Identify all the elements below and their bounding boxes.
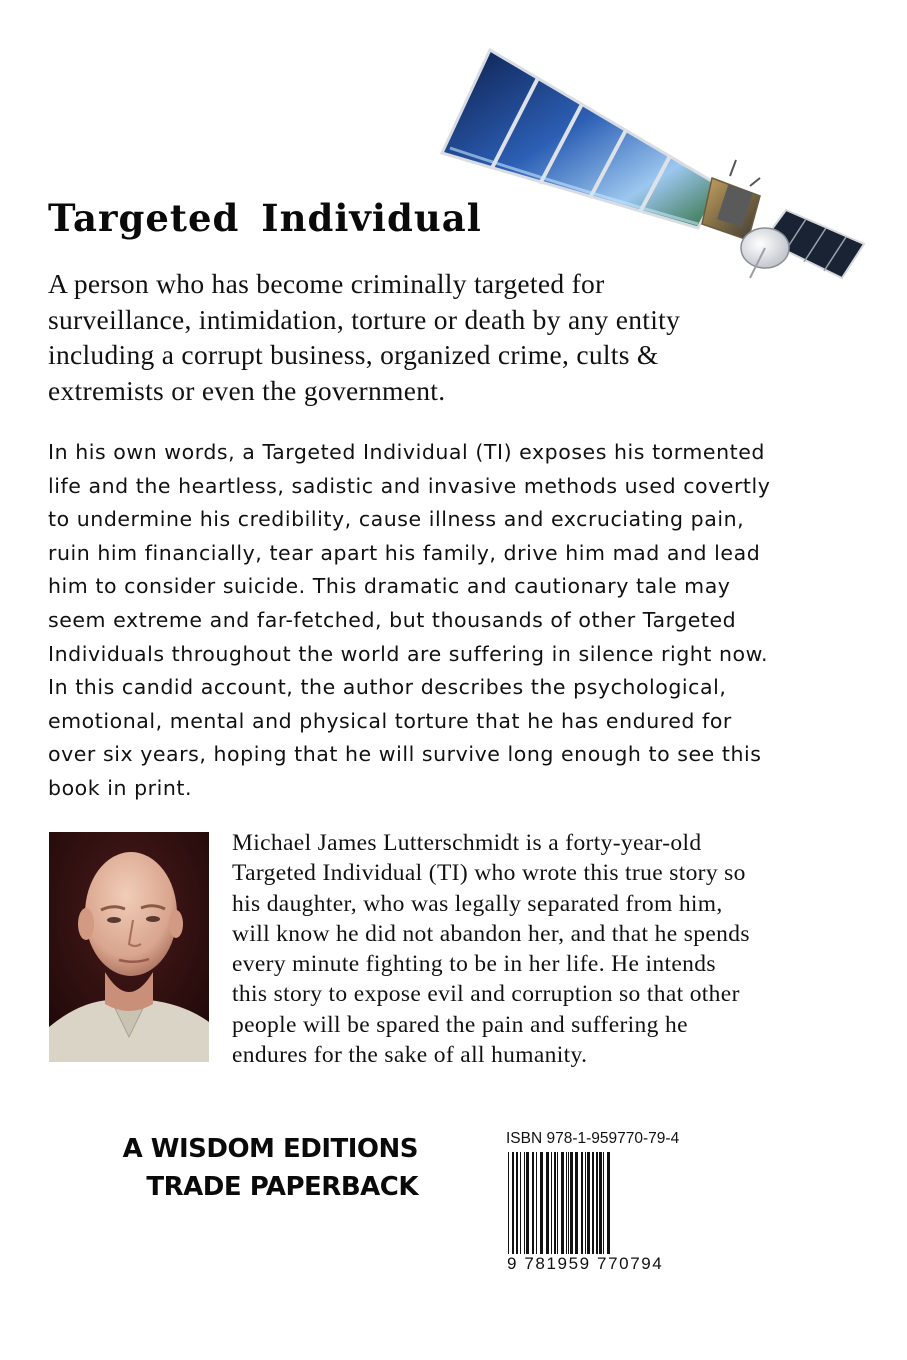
description-line: life and the heartless, sadistic and invasive methods used covertly (48, 473, 771, 498)
barcode-bar (532, 1152, 534, 1256)
bio-line: this story to expose evil and corruption so that other (232, 981, 740, 1008)
barcode-bar (561, 1152, 564, 1270)
barcode-bar (599, 1152, 602, 1256)
publisher-imprint (118, 1130, 418, 1206)
definition-line: surveillance, intimidation, torture or death by any entity (48, 303, 681, 335)
bio-line: Michael James Lutterschmidt is a forty-year-old (232, 830, 702, 856)
barcode-bar (581, 1152, 583, 1256)
description-paragraph (48, 436, 868, 806)
description-line: him to consider suicide. This dramatic and cautionary tale may (48, 574, 731, 599)
barcode-bar (575, 1152, 578, 1256)
book-title: Targeted Individual (48, 196, 482, 240)
description-line: Individuals throughout the world are suffering in silence right now. (48, 641, 769, 666)
definition-line: A person who has become criminally targeted for (48, 268, 605, 299)
description-line: book in print. (48, 775, 193, 800)
publisher-line: A WISDOM EDITIONS (122, 1134, 418, 1164)
barcode-bar (554, 1152, 556, 1256)
description-line: In his own words, a Targeted Individual (TI) exposes his tormented (48, 440, 765, 464)
barcode-digits: 9 781959 770794 (507, 1254, 664, 1273)
barcode-bar (524, 1152, 525, 1256)
bio-line: every minute fighting to be in her life. He intends (232, 951, 716, 978)
barcode-bar (570, 1152, 573, 1256)
barcode-bar (551, 1152, 552, 1256)
barcode-bar (607, 1152, 610, 1270)
author-bio (232, 828, 872, 1070)
barcode-bar (508, 1152, 509, 1270)
description-line: In this candid account, the author describes the psychological, (48, 675, 727, 700)
barcode-bar (587, 1152, 590, 1256)
isbn-block (500, 1130, 678, 1280)
bio-line: people will be spared the pain and suffering he (232, 1011, 688, 1038)
bio-line: his daughter, who was legally separated from him, (232, 890, 723, 917)
satellite-icon (430, 38, 870, 288)
bio-line: endures for the sake of all humanity. (232, 1042, 588, 1069)
barcode-bar (520, 1152, 521, 1256)
barcode-bar (540, 1152, 543, 1256)
bio-line: Targeted Individual (TI) who wrote this true story so (232, 860, 746, 887)
barcode-bar (585, 1152, 586, 1256)
barcode-bar (526, 1152, 529, 1256)
barcode-bar (566, 1152, 567, 1256)
barcode-bar (536, 1152, 537, 1256)
barcode-bar (516, 1152, 518, 1256)
author-portrait (49, 832, 209, 1062)
publisher-line: TRADE PAPERBACK (146, 1172, 418, 1202)
author-portrait-drawing (49, 832, 209, 1062)
definition-line: extremists or even the government. (48, 374, 446, 406)
barcode-bar (512, 1152, 514, 1270)
solar-panel-main (442, 50, 720, 228)
barcode-bar (557, 1152, 558, 1256)
barcode-bar (596, 1152, 598, 1256)
barcode-bar (546, 1152, 549, 1256)
definition-line: including a corrupt business, organized crime, cults & (48, 339, 659, 370)
description-line: to undermine his credibility, cause illness and excruciating pain, (48, 507, 745, 532)
barcode-bar (568, 1152, 569, 1256)
isbn-label: ISBN 978-1-959770-79-4 (506, 1130, 680, 1147)
bio-line: will know he did not abandon her, and that he spends (232, 920, 750, 947)
satellite-body (702, 160, 760, 240)
description-line: seem extreme and far-fetched, but thousands of other Targeted (48, 607, 737, 632)
description-line: over six years, hoping that he will survive long enough to see this (48, 742, 762, 767)
definition-paragraph (48, 266, 848, 408)
description-line: ruin him financially, tear apart his family, drive him mad and lead (48, 540, 761, 565)
description-line: emotional, mental and physical torture that he has endured for (48, 708, 732, 733)
barcode-bar (603, 1152, 604, 1256)
barcode-bar (592, 1152, 594, 1256)
